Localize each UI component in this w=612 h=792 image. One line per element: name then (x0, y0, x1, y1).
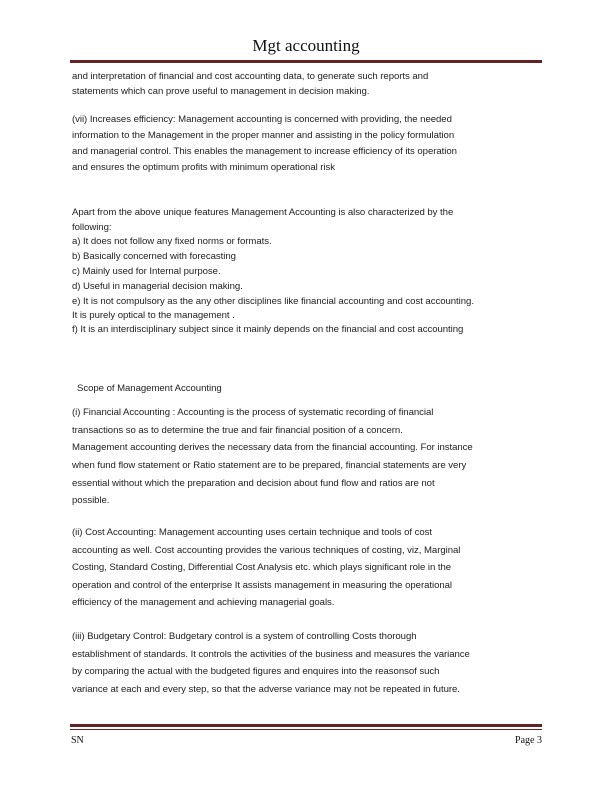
paragraph-line: (i) Financial Accounting : Accounting is the process of systematic recording of financial (72, 407, 434, 418)
paragraph-line: (vii) Increases efficiency: Management accounting is concerned with providing, the needed (72, 114, 452, 125)
paragraph-line: operation and control of the enterprise It assists management in measuring the operational (72, 580, 453, 591)
paragraph-line: possible. (72, 495, 110, 506)
paragraph-line: accounting as well. Cost accounting provides the various techniques of costing, viz, Marginal (72, 545, 461, 556)
paragraph-line: establishment of standards. It controls the activities of the business and measures the variance (72, 649, 470, 660)
footer-page-number: Page 3 (515, 735, 542, 746)
paragraph-line: Apart from the above unique features Management Accounting is also characterized by the (72, 207, 454, 218)
paragraph-line: by comparing the actual with the budgeted figures and enquires into the reasonsof such (72, 666, 440, 677)
paragraph-line: transactions so as to determine the true and fair financial position of a concern. (72, 425, 403, 436)
paragraph-line: and interpretation of financial and cost accounting data, to generate such reports and (72, 71, 429, 82)
paragraph-line: statements which can prove useful to management in decision making. (72, 86, 370, 97)
paragraph-line: Management accounting derives the necessary data from the financial accounting. For instance (72, 442, 473, 453)
section-heading: Scope of Management Accounting (77, 383, 222, 394)
paragraph-line: when fund flow statement or Ratio statement are to be prepared, financial statements are very (72, 460, 467, 471)
paragraph-line: essential without which the preparation and decision about fund flow and ratios are not (72, 478, 435, 489)
paragraph-line: (ii) Cost Accounting: Management accounting uses certain technique and tools of cost (72, 527, 433, 538)
footer-author: SN (71, 735, 84, 746)
footer-rule-thin (70, 729, 542, 730)
paragraph-line: variance at each and every step, so that the adverse variance may not be repeated in future. (72, 684, 460, 695)
paragraph-line: following: (72, 222, 112, 233)
header-rule (70, 60, 542, 63)
paragraph-line: a) It does not follow any fixed norms or formats. (72, 236, 272, 247)
page-header-title: Mgt accounting (252, 36, 360, 55)
paragraph-line: f) It is an interdisciplinary subject since it mainly depends on the financial and cost accounting (72, 324, 464, 335)
footer-rule-thick (70, 724, 542, 727)
paragraph-line: (iii) Budgetary Control: Budgetary control is a system of controlling Costs thorough (72, 631, 417, 642)
paragraph-line: c) Mainly used for Internal purpose. (72, 266, 221, 277)
paragraph-line: d) Useful in managerial decision making. (72, 281, 243, 292)
paragraph-line: e) It is not compulsory as the any other disciplines like financial accounting and cost accounting. (72, 296, 474, 307)
paragraph-line: and managerial control. This enables the management to increase efficiency of its operation (72, 146, 457, 157)
paragraph-line: efficiency of the management and achieving managerial goals. (72, 597, 335, 608)
paragraph-line: Costing, Standard Costing, Differential Cost Analysis etc. which plays significant role in the (72, 562, 452, 573)
paragraph-line: It is purely optical to the management . (72, 310, 235, 321)
paragraph-line: information to the Management in the proper manner and assisting in the policy formulation (72, 130, 455, 141)
paragraph-line: and ensures the optimum profits with minimum operational risk (72, 162, 336, 173)
paragraph-line: b) Basically concerned with forecasting (72, 251, 236, 262)
